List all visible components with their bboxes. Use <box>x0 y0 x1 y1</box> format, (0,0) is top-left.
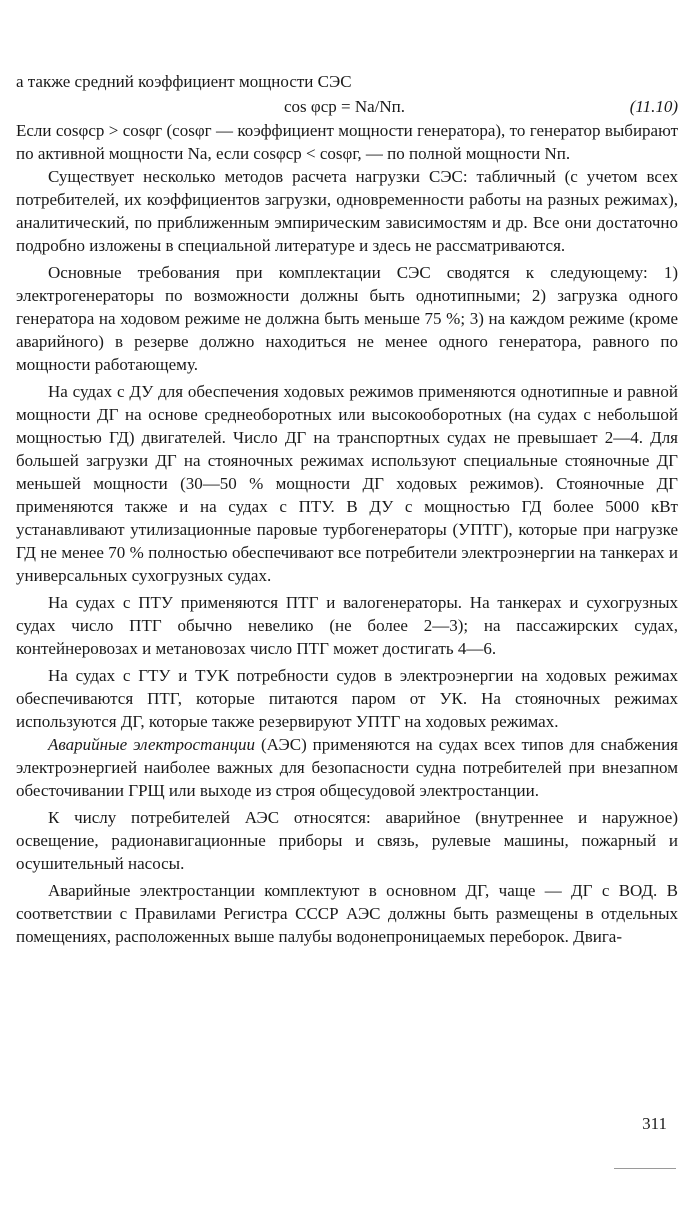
intro-line: а также средний коэффициент мощности СЭС <box>16 72 352 91</box>
formula-expression: cos φср = Nа/Nп. <box>284 97 406 116</box>
paragraph-du: На судах с ДУ для обеспечения ходовых режимов применяются однотипные и равной мощности ДГ на основе среднеоборотных или высокооборотных (на судах с небольшой мощностью ГД) двигателей. Число ДГ на транспортных судах не превышает 2—4. Для большей загрузки ДГ на стояночных режимах используют специальные стояночные ДГ меньшей мощности (30—50 % мощности ДГ ходовых режимов). Стояночные ДГ применяются также и на судах с ПТУ. В ДУ с мощностью ГД более 5000 кВт устанавливают утилизационные паровые турбогенераторы (УПТГ), которые при нагрузке ГД не менее 70 % полностью обеспечивают все потребители электроэнергии на танкерах и универсальных сухогрузных судах. <box>16 382 678 585</box>
emergency-term: Аварийные электростанции <box>48 735 256 754</box>
paragraph-requirements: Основные требования при комплектации СЭС сводятся к следующему: 1) электрогенераторы по возможности должны быть однотипными; 2) загрузка одного генератора на ходовом режиме не должна быть меньше 75 %; 3) на каждом режиме (кроме аварийного) в резерве должно находиться не менее одного генератора, равного по мощности работающему. <box>16 263 678 374</box>
page-body <box>16 70 678 948</box>
emergency-rest: (АЭС) применяются на судах всех типов для снабжения электроэнергией наиболее важных для безопасности судна потребителей при внезапном обесточивании ГРЩ или выходе из строя общесудовой электростанции. <box>16 735 679 800</box>
paragraph-emergency <box>16 733 678 802</box>
paragraph-methods: Существует несколько методов расчета нагрузки СЭС: табличный (с учетом всех потребителей, их коэффициентов загрузки, одновременности работы на разных режимах), аналитический, по приближенным эмпирическим зависимостям и др. Все они достаточно подробно изложены в специальной литературе и здесь не рассматриваются. <box>16 167 678 255</box>
paragraph-consumers: К числу потребителей АЭС относятся: аварийное (внутреннее и наружное) освещение, радионавигационные приборы и связь, рулевые машины, пожарный и осушительный насосы. <box>16 808 678 873</box>
page-number: 311 <box>642 1114 667 1133</box>
footer-rule <box>614 1168 676 1169</box>
paragraph-gtu: На судах с ГТУ и ТУК потребности судов в электроэнергии на ходовых режимах обеспечиваются ПТГ, которые питаются паром от УК. На стояночных режимах используются ДГ, которые также резервируют УПТГ на ходовых режимах. <box>16 666 678 731</box>
paragraph-cos-phi: Если cosφср > cosφг (cosφг — коэффициент мощности генератора), то генератор выбирают по активной мощности Nа, если cosφср < cosφг, — по полной мощности Nп. <box>16 121 678 163</box>
formula-number: (11.10) <box>629 97 678 116</box>
paragraph-composition: Аварийные электростанции комплектуют в основном ДГ, чаще — ДГ с ВОД. В соответствии с Правилами Регистра СССР АЭС должны быть размещены в отдельных помещениях, расположенных выше палубы водонепроницаемых переборок. Двига- <box>16 881 678 946</box>
paragraph-ptu: На судах с ПТУ применяются ПТГ и валогенераторы. На танкерах и сухогрузных судах число ПТГ обычно невелико (не более 2—3); на пассажирских судах, контейнеровозах и метановозах число ПТГ может достигать 4—6. <box>16 593 678 658</box>
formula-11-10 <box>16 95 678 119</box>
